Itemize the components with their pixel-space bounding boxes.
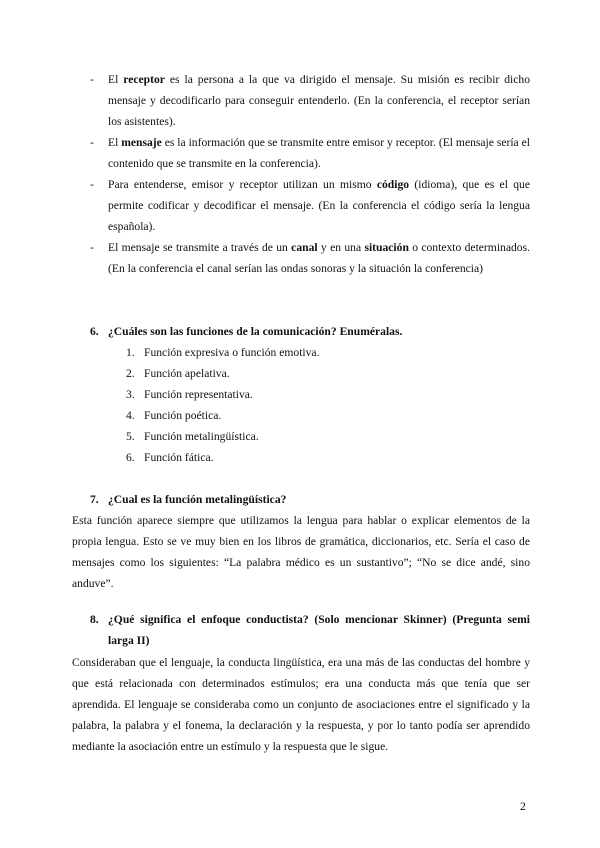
question-6-heading (90, 321, 402, 342)
question-7-heading (90, 489, 286, 510)
bold-term: situación (364, 241, 409, 254)
function-list-item (126, 342, 319, 363)
page-number: 2 (520, 800, 526, 813)
question-8-text: ¿Qué significa el enfoque conductista? (Solo mencionar Skinner) (Pregunta semi larga II) (108, 613, 530, 647)
bullet-item (90, 69, 530, 132)
question-8-heading (90, 609, 530, 651)
question-6-number: 6. (90, 325, 99, 338)
function-label: Función expresiva o función emotiva. (144, 346, 320, 359)
function-number: 5. (126, 430, 135, 443)
answer-8-paragraph: Consideraban que el lenguaje, la conducta lingüística, era una más de las conductas del hombre y que está relacionada con determinados estímulos; era una conducta más que tenía que ser aprendida. El lenguaje se consideraba como un conjunto de asociaciones entre el significado y la palabra, la palabra y el fonema, la declaración y la respuesta, y por lo tanto podía ser aprendido mediante la asociación entre un estímulo y la respuesta que le sigue. (72, 656, 530, 753)
function-label: Función representativa. (144, 388, 253, 401)
function-list-item (126, 405, 319, 426)
bullet-item (90, 237, 530, 279)
function-list-item (126, 426, 319, 447)
function-label: Función metalingüística. (144, 430, 259, 443)
function-label: Función apelativa. (144, 367, 230, 380)
function-list-item (126, 384, 319, 405)
bold-term: mensaje (121, 136, 162, 149)
question-8-number: 8. (90, 613, 99, 626)
answer-7-paragraph: Esta función aparece siempre que utilizamos la lengua para hablar o explicar elementos de la propia lengua. Esto se ve muy bien en los libros de gramática, diccionarios, etc. Sería el caso de mensajes como los siguientes: “La palabra médico es un sustantivo”; “No se dice andé, sino anduve”. (72, 514, 530, 590)
bullet-text: El (108, 136, 122, 149)
function-number: 1. (126, 346, 135, 359)
bold-term: canal (291, 241, 318, 254)
bullet-text: es la información que se transmite entre emisor y receptor. (El mensaje sería el contenido que se transmite en la conferencia). (108, 136, 530, 170)
function-label: Función poética. (144, 409, 222, 422)
bullet-dash: - (90, 136, 94, 149)
function-number: 4. (126, 409, 135, 422)
bold-term: receptor (123, 73, 165, 86)
function-list-item (126, 363, 319, 384)
functions-list (126, 342, 319, 468)
bullet-text: es la persona a la que va dirigido el mensaje. Su misión es recibir dicho mensaje y decodificarlo para conseguir entenderlo. (En la conferencia, el receptor serían los asistentes). (108, 73, 530, 128)
function-list-item (126, 447, 319, 468)
bullet-dash: - (90, 73, 94, 86)
bullet-text: o contexto determinados. (En la conferencia el canal serían las ondas sonoras y la situación la conferencia) (108, 241, 530, 275)
bullet-text: Para entenderse, emisor y receptor utilizan un mismo (108, 178, 377, 191)
function-number: 6. (126, 451, 135, 464)
question-6-text: ¿Cuáles son las funciones de la comunicación? Enuméralas. (108, 325, 403, 338)
bullet-text: y en una (317, 241, 365, 254)
communication-elements-list (90, 69, 530, 279)
bullet-text: El (108, 73, 124, 86)
question-7-number: 7. (90, 493, 99, 506)
bullet-text: (idioma), que es el que permite codificar y decodificar el mensaje. (En la conferencia el código sería la lengua española). (108, 178, 530, 233)
bold-term: código (376, 178, 410, 191)
function-number: 3. (126, 388, 135, 401)
bullet-item (90, 132, 530, 174)
bullet-item (90, 174, 530, 237)
function-label: Función fática. (144, 451, 214, 464)
function-number: 2. (126, 367, 135, 380)
question-7-text: ¿Cual es la función metalingüística? (108, 493, 287, 506)
bullet-dash: - (90, 241, 94, 254)
bullet-dash: - (90, 178, 94, 191)
bullet-text: El mensaje se transmite a través de un (108, 241, 292, 254)
